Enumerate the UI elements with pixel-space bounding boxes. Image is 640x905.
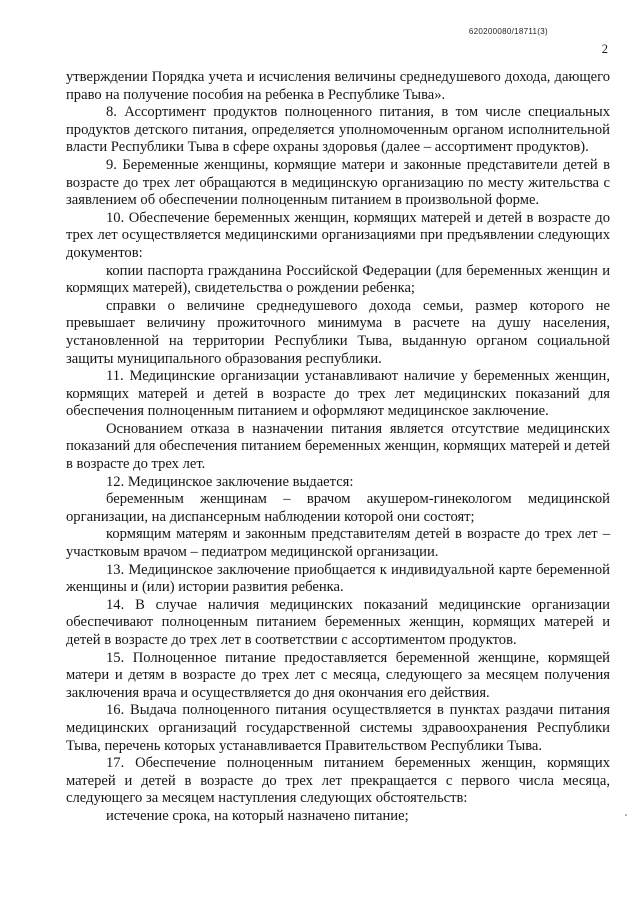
paragraph-item-16: 16. Выдача полноценного питания осуществляется в пунктах раздачи питания медицинских организаций государственной системы здравоохранения Республики Тыва, перечень которых устанавливается Правительством Республики Тыва. [66,702,610,754]
paragraph-item-11-refusal: Основанием отказа в назначении питания является отсутствие медицинских показаний для обеспечения питанием беременных женщин, кормящих матерей и детей в возрасте до трех лет. [66,420,610,473]
paragraph-item-17-expiry: истечение срока, на который назначено питание; [106,807,409,824]
paragraph-item-11: 11. Медицинские организации устанавливают наличие у беременных женщин, кормящих матерей и детей в возрасте до трех лет медицинских показаний для обеспечения полноценным питанием и оформляют медицинское заключение. [66,368,610,420]
paragraph-item-12-pregnant: беременным женщинам – врачом акушером-гинекологом медицинской организации, на диспансерным наблюдении которой они состоят; [66,491,610,525]
paragraph-item-15: 15. Полноценное питание предоставляется беременной женщине, кормящей матери и детям в возрасте до трех лет с месяца, следующего за месяцем получения заключения врача и осуществляется до дня окончания его действия. [66,649,610,701]
scan-speck [625,814,627,816]
paragraph-item-9: 9. Беременные женщины, кормящие матери и законные представители детей в возрасте до трех лет обращаются в медицинскую организацию по месту жительства с заявлением об обеспечении полноценным питанием в произвольной форме. [66,156,610,209]
paragraph-continuation: утверждении Порядка учета и исчисления величины среднедушевого дохода, дающего право на получение пособия на ребенка в Республике Тыва». [66,69,610,103]
paragraph-item-10: 10. Обеспечение беременных женщин, кормящих матерей и детей в возрасте до трех лет осуществляется медицинскими организациями при предъявлении следующих документов: [66,209,610,261]
page-number: 2 [601,42,608,56]
paragraph-item-13: 13. Медицинское заключение приобщается к индивидуальной карте беременной женщины и (или) истории развития ребенка. [66,561,610,596]
paragraph-item-17: 17. Обеспечение полноценным питанием беременных женщин, кормящих матерей и детей в возрасте до трех лет прекращается с первого числа месяца, следующего за месяцем наступления следующих обстоятельств: [66,755,610,807]
paragraph-item-12-nursing: кормящим матерям и законным представителям детей в возрасте до трех лет – участковым врачом – педиатром медицинской организации. [66,526,610,561]
document-number: 620200080/18711(3) [468,27,548,36]
document-body [66,69,610,826]
paragraph-item-12: 12. Медицинское заключение выдается: [106,473,354,490]
paragraph-item-10-income: справки о величине среднедушевого дохода семьи, размер которого не превышает величину прожиточного минимума в расчете на душу населения, установленной на территории Республики Тыва, выданную органом социальной защиты муниципального образования республики. [66,297,610,367]
paragraph-item-10-passport: копии паспорта гражданина Российской Федерации (для беременных женщин и кормящих матерей), свидетельства о рождении ребенка; [66,262,610,297]
paragraph-item-8: 8. Ассортимент продуктов полноценного питания, в том числе специальных продуктов детского питания, определяется уполномоченным органом исполнительной власти Республики Тыва в сфере охраны здоровья (далее – ассортимент продуктов). [66,104,610,156]
paragraph-item-14: 14. В случае наличия медицинских показаний медицинские организации обеспечивают полноценным питанием беременных женщин, кормящих матерей и детей в возрасте до трех лет в соответствии с ассортиментом продуктов. [66,596,610,648]
